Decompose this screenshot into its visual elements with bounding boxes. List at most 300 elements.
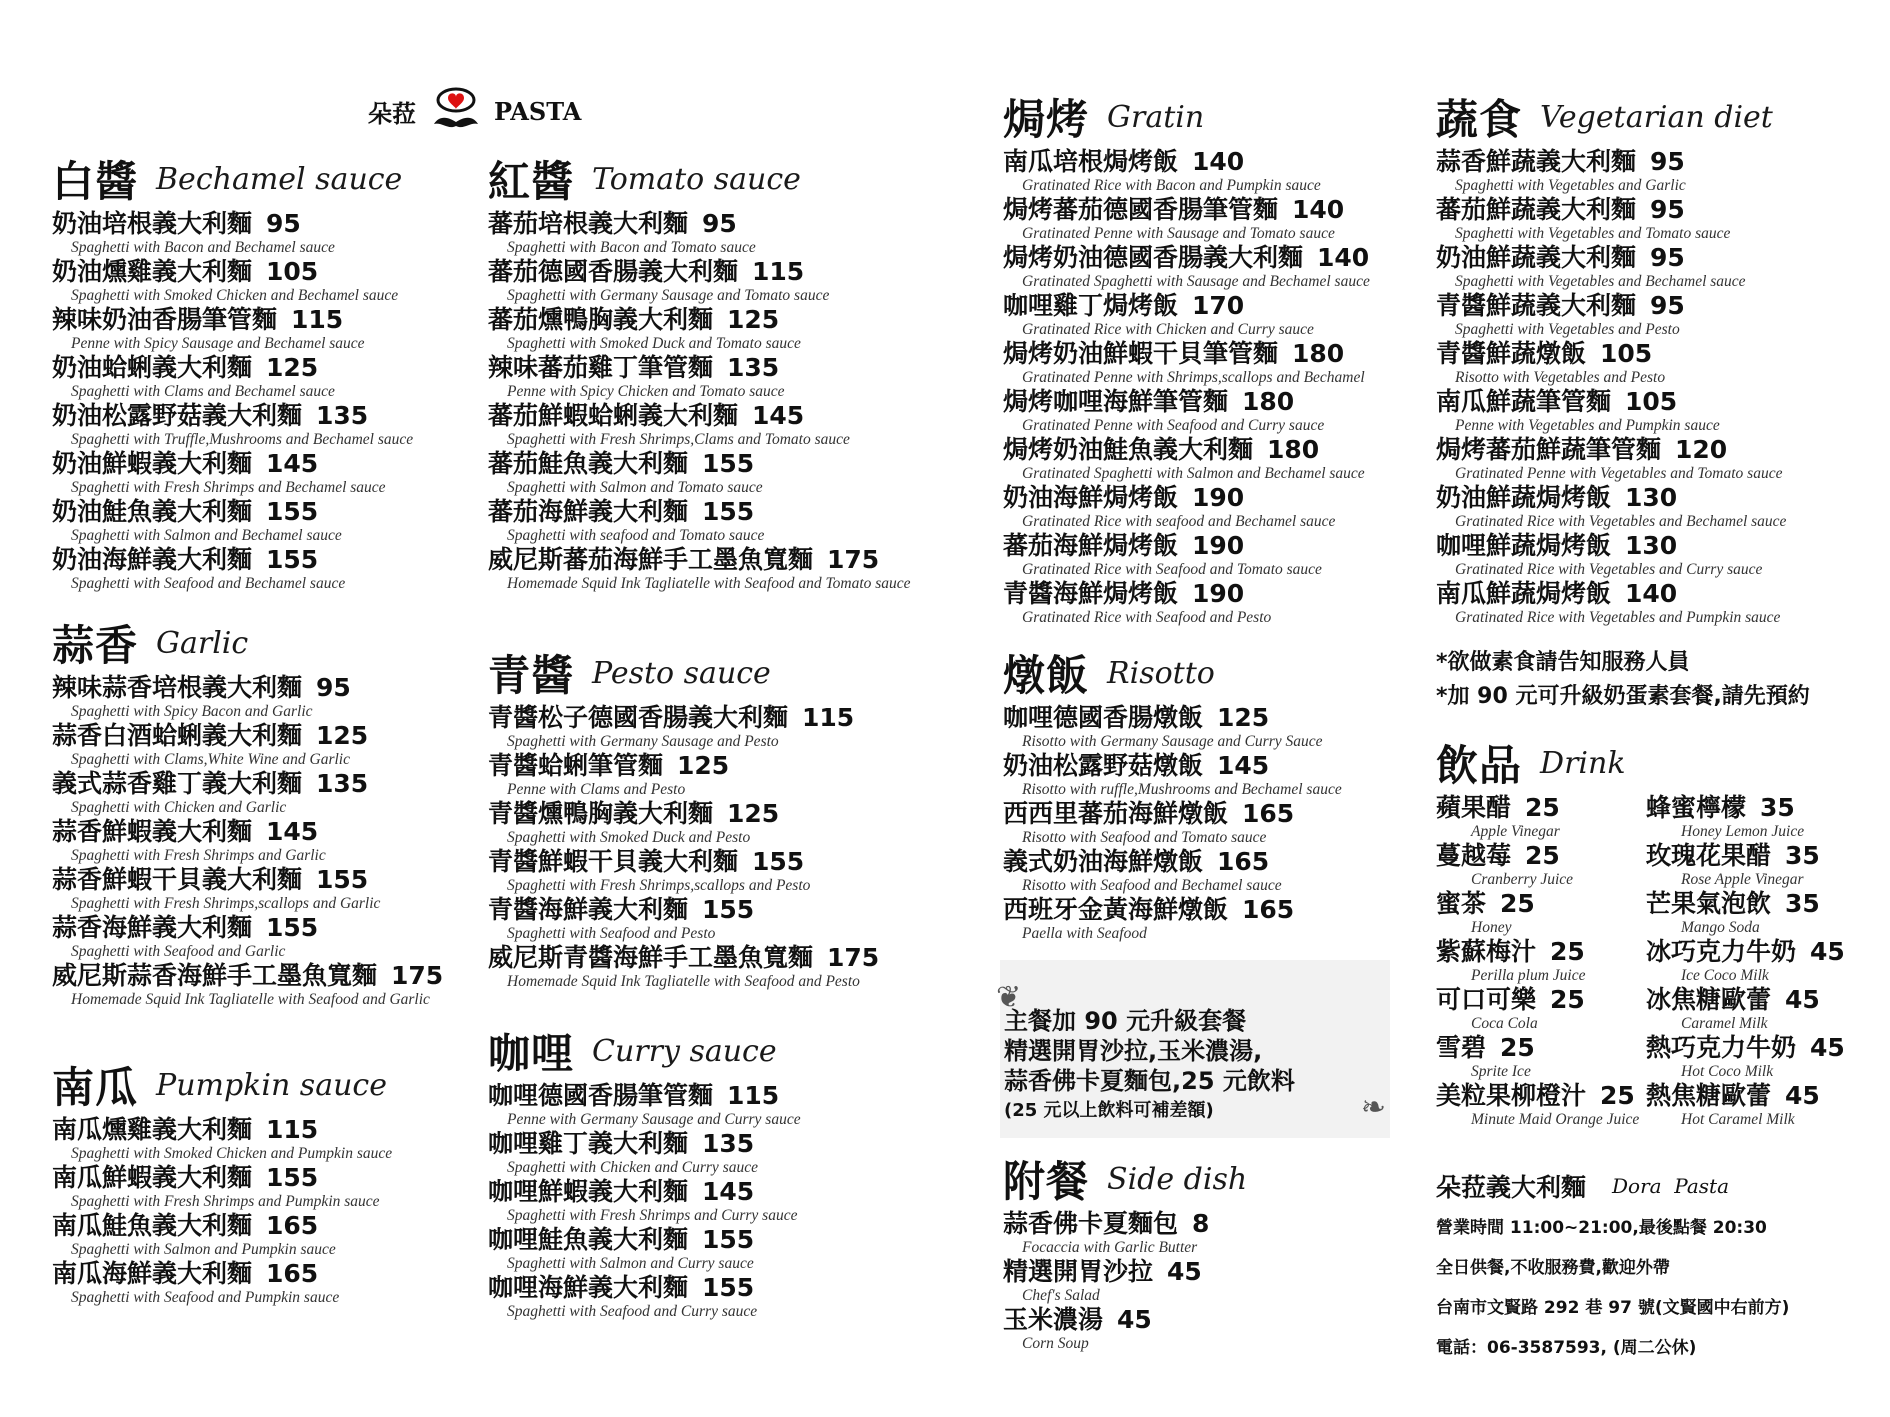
chef-mustache-icon — [426, 86, 486, 136]
logo — [368, 86, 581, 136]
dish-price: 155 — [266, 497, 319, 526]
dish-name: 焗烤蕃茄鮮蔬筆管麵 — [1436, 435, 1662, 464]
menu-item-name — [1436, 244, 1876, 272]
menu-item — [488, 306, 928, 354]
dish-price: 135 — [316, 401, 369, 430]
section-title-en: Garlic — [156, 625, 249, 661]
dish-name: 威尼斯蒜香海鮮手工墨魚寬麵 — [52, 961, 378, 990]
dish-name: 雪碧 — [1436, 1033, 1487, 1062]
dish-price: 140 — [1292, 195, 1345, 224]
menu-item — [1436, 148, 1876, 196]
section-title-en: Pesto sauce — [592, 655, 771, 691]
menu-item-name — [52, 770, 452, 798]
menu-list — [488, 210, 928, 594]
menu-item-name — [52, 1212, 452, 1240]
dish-english-name: Focaccia with Garlic Butter — [1022, 1239, 1198, 1256]
dish-price: 115 — [727, 1081, 780, 1110]
section-title-zh: 附餐 — [1003, 1157, 1090, 1206]
dish-price: 25 — [1500, 1033, 1535, 1062]
dish-name: 咖哩雞丁焗烤飯 — [1003, 291, 1179, 320]
section-title-en: Bechamel sauce — [156, 161, 403, 197]
menu-item-name — [52, 306, 452, 334]
menu-item — [1436, 196, 1876, 244]
menu-item — [488, 498, 928, 546]
menu-item-name — [52, 498, 452, 526]
dish-price: 25 — [1550, 985, 1585, 1014]
dish-english-name: Spaghetti with Fresh Shrimps,scallops and Garlic — [71, 895, 381, 912]
dish-name: 奶油松露野菇義大利麵 — [52, 401, 303, 430]
menu-item — [1436, 794, 1646, 842]
menu-item-name — [1436, 986, 1646, 1014]
dish-english-name: Spaghetti with Germany Sausage and Pesto — [507, 733, 779, 750]
menu-item-name — [1436, 794, 1646, 822]
dish-price: 115 — [802, 703, 855, 732]
dish-english-name: Mango Soda — [1681, 919, 1760, 936]
menu-item — [1003, 1210, 1423, 1258]
menu-item-name — [1436, 938, 1646, 966]
menu-item — [1003, 580, 1423, 628]
dish-price: 155 — [266, 913, 319, 942]
dish-name: 奶油鮮蔬焗烤飯 — [1436, 483, 1612, 512]
dish-price: 145 — [1217, 751, 1270, 780]
menu-item — [52, 354, 452, 402]
dish-price: 155 — [266, 545, 319, 574]
dish-english-name: Spaghetti with Fresh Shrimps,scallops and Pesto — [507, 877, 811, 894]
dish-english-name: Caramel Milk — [1681, 1015, 1768, 1032]
section-title-zh: 蔬食 — [1436, 95, 1523, 144]
dish-name: 南瓜鮮蔬焗烤飯 — [1436, 579, 1612, 608]
dish-name: 蕃茄鮭魚義大利麵 — [488, 449, 689, 478]
dish-name: 奶油培根義大利麵 — [52, 209, 253, 238]
dish-english-name: Honey — [1471, 919, 1512, 936]
menu-item — [52, 818, 452, 866]
dish-price: 45 — [1785, 1081, 1820, 1110]
menu-item — [488, 1178, 928, 1226]
menu-item — [488, 210, 928, 258]
menu-item-name — [488, 896, 928, 924]
dish-price: 165 — [1217, 847, 1270, 876]
menu-list — [488, 704, 928, 992]
dish-price: 190 — [1192, 579, 1245, 608]
section-drink — [1436, 732, 1876, 1130]
dish-price: 95 — [266, 209, 301, 238]
menu-item-name — [1003, 800, 1423, 828]
dish-english-name: Sprite Ice — [1471, 1063, 1531, 1080]
dish-name: 蔓越莓 — [1436, 841, 1512, 870]
section-title-zh: 白醬 — [52, 157, 139, 206]
dish-price: 105 — [1600, 339, 1653, 368]
dish-price: 155 — [702, 895, 755, 924]
dish-price: 45 — [1810, 937, 1845, 966]
menu-item-name — [1436, 890, 1646, 918]
dish-price: 45 — [1810, 1033, 1845, 1062]
dish-english-name: Ice Coco Milk — [1681, 967, 1769, 984]
dish-price: 135 — [727, 353, 780, 382]
menu-item-name — [1003, 532, 1423, 560]
menu-item-name — [1436, 580, 1876, 608]
menu-item-name — [1436, 1034, 1646, 1062]
dish-english-name: Hot Coco Milk — [1681, 1063, 1774, 1080]
dish-price: 140 — [1317, 243, 1370, 272]
dish-english-name: Gratinated Rice with Vegetables and Bechamel sauce — [1455, 513, 1787, 530]
dish-english-name: Gratinated Penne with Vegetables and Tomato sauce — [1455, 465, 1783, 482]
dish-name: 焗烤蕃茄德國香腸筆管麵 — [1003, 195, 1279, 224]
menu-item-name — [52, 1260, 452, 1288]
dish-price: 165 — [1242, 799, 1295, 828]
dish-english-name: Gratinated Rice with Vegetables and Curry sauce — [1455, 561, 1763, 578]
dish-name: 玉米濃湯 — [1003, 1305, 1104, 1334]
dish-price: 45 — [1117, 1305, 1152, 1334]
dish-price: 155 — [702, 449, 755, 478]
section-title-en: Risotto — [1107, 655, 1215, 691]
menu-item — [1003, 148, 1423, 196]
dish-english-name: Risotto with Germany Sausage and Curry Sauce — [1022, 733, 1323, 750]
dish-price: 145 — [702, 1177, 755, 1206]
menu-list — [52, 674, 452, 1010]
promo-line-2: 精選開胃沙拉,玉米濃湯, — [1004, 1037, 1263, 1065]
promo-line-1: 主餐加 90 元升級套餐 — [1004, 1007, 1247, 1035]
dish-price: 125 — [266, 353, 319, 382]
menu-item — [1003, 800, 1423, 848]
menu-item-name — [52, 1116, 452, 1144]
dish-price: 115 — [291, 305, 344, 334]
menu-item-name — [1436, 842, 1646, 870]
dish-english-name: Spaghetti with Spicy Bacon and Garlic — [71, 703, 313, 720]
section-header — [52, 148, 452, 210]
dish-price: 175 — [827, 943, 880, 972]
dish-name: 蒜香佛卡夏麵包 — [1003, 1209, 1179, 1238]
dish-english-name: Penne with Spicy Chicken and Tomato sauce — [507, 383, 785, 400]
menu-item-name — [488, 1178, 928, 1206]
menu-item — [1646, 938, 1856, 986]
dish-name: 蕃茄培根義大利麵 — [488, 209, 689, 238]
dish-price: 125 — [1217, 703, 1270, 732]
section-title-zh: 青醬 — [488, 651, 575, 700]
dish-price: 8 — [1192, 1209, 1210, 1238]
dish-price: 130 — [1625, 483, 1678, 512]
dish-price: 155 — [702, 1273, 755, 1302]
menu-item-name — [1646, 1082, 1856, 1110]
menu-item-name — [1003, 340, 1423, 368]
menu-item-name — [1003, 704, 1423, 732]
dish-name: 奶油燻雞義大利麵 — [52, 257, 253, 286]
menu-list — [1003, 148, 1423, 628]
dish-price: 25 — [1525, 793, 1560, 822]
menu-item-name — [1436, 148, 1876, 176]
menu-item — [1436, 292, 1876, 340]
dish-english-name: Spaghetti with Bacon and Tomato sauce — [507, 239, 756, 256]
section-tomato — [488, 148, 928, 594]
menu-item — [52, 674, 452, 722]
dish-english-name: Perilla plum Juice — [1471, 967, 1586, 984]
menu-item-name — [52, 402, 452, 430]
dish-price: 135 — [316, 769, 369, 798]
dish-price: 35 — [1785, 889, 1820, 918]
dish-name: 焗烤奶油鮭魚義大利麵 — [1003, 435, 1254, 464]
dish-english-name: Spaghetti with Smoked Chicken and Pumpkin sauce — [71, 1145, 393, 1162]
menu-item — [1003, 1306, 1423, 1354]
menu-item — [52, 1212, 452, 1260]
menu-item — [1436, 842, 1646, 890]
section-header — [1003, 1148, 1423, 1210]
dish-english-name: Spaghetti with Smoked Duck and Tomato sauce — [507, 335, 801, 352]
dish-name: 南瓜鮮蔬筆管麵 — [1436, 387, 1612, 416]
dish-english-name: Risotto with Vegetables and Pesto — [1455, 369, 1666, 386]
menu-item — [52, 1116, 452, 1164]
menu-item — [1436, 938, 1646, 986]
dish-name: 蕃茄海鮮焗烤飯 — [1003, 531, 1179, 560]
dish-english-name: Paella with Seafood — [1022, 925, 1147, 942]
menu-item-name — [488, 1274, 928, 1302]
dish-english-name: Homemade Squid Ink Tagliatelle with Seafood and Tomato sauce — [507, 575, 911, 592]
section-title-zh: 焗烤 — [1003, 95, 1090, 144]
menu-item-name — [488, 546, 928, 574]
section-pumpkin — [52, 1054, 452, 1308]
dish-name: 蕃茄鮮蝦蛤蜊義大利麵 — [488, 401, 739, 430]
dish-name: 咖哩鮮蝦義大利麵 — [488, 1177, 689, 1206]
dish-price: 125 — [727, 305, 780, 334]
dish-name: 奶油蛤蜊義大利麵 — [52, 353, 253, 382]
menu-item — [1436, 890, 1646, 938]
menu-item — [1646, 842, 1856, 890]
menu-item — [1436, 986, 1646, 1034]
phone: 電話：06-3587593, (周二公休) — [1436, 1338, 1697, 1358]
dish-name: 奶油鮮蝦義大利麵 — [52, 449, 253, 478]
menu-item — [488, 450, 928, 498]
set-meal-promo — [996, 960, 1390, 1138]
dish-name: 蒜香白酒蛤蜊義大利麵 — [52, 721, 303, 750]
menu-item-name — [488, 498, 928, 526]
section-header — [52, 1054, 452, 1116]
menu-item — [1003, 752, 1423, 800]
menu-item — [52, 1164, 452, 1212]
dish-price: 35 — [1760, 793, 1795, 822]
dish-english-name: Spaghetti with Seafood and Pumpkin sauce — [71, 1289, 340, 1306]
dish-name: 青醬海鮮焗烤飯 — [1003, 579, 1179, 608]
section-title-en: Pumpkin sauce — [156, 1067, 387, 1103]
dish-name: 熱焦糖歐蕾 — [1646, 1081, 1772, 1110]
menu-item-name — [1646, 890, 1856, 918]
menu-item-name — [488, 1130, 928, 1158]
dish-english-name: Penne with Clams and Pesto — [507, 781, 686, 798]
dish-english-name: Rose Apple Vinegar — [1681, 871, 1804, 888]
dish-english-name: Gratinated Penne with Shrimps,scallops and Bechamel — [1022, 369, 1365, 386]
dish-price: 180 — [1267, 435, 1320, 464]
dish-name: 咖哩鮮蔬焗烤飯 — [1436, 531, 1612, 560]
dish-name: 青醬燻鴨胸義大利麵 — [488, 799, 714, 828]
dish-price: 155 — [266, 1163, 319, 1192]
dish-price: 155 — [702, 1225, 755, 1254]
menu-item-name — [488, 354, 928, 382]
menu-item-name — [488, 800, 928, 828]
dish-english-name: Spaghetti with Chicken and Curry sauce — [507, 1159, 758, 1176]
menu-item — [1003, 896, 1423, 944]
menu-list — [1436, 148, 1876, 628]
menu-item — [1003, 388, 1423, 436]
dish-name: 咖哩海鮮義大利麵 — [488, 1273, 689, 1302]
menu-list — [52, 1116, 452, 1308]
dish-name: 蒜香海鮮義大利麵 — [52, 913, 253, 942]
dish-price: 25 — [1550, 937, 1585, 966]
menu-item-name — [488, 944, 928, 972]
menu-item — [1003, 292, 1423, 340]
dish-price: 165 — [266, 1211, 319, 1240]
dish-name: 冰焦糖歐蕾 — [1646, 985, 1772, 1014]
menu-item — [52, 546, 452, 594]
dish-english-name: Spaghetti with Salmon and Pumpkin sauce — [71, 1241, 336, 1258]
menu-item-name — [1003, 196, 1423, 224]
menu-item — [1646, 794, 1856, 842]
menu-item-name — [488, 752, 928, 780]
section-side-dish — [1003, 1148, 1423, 1354]
dish-name: 南瓜培根焗烤飯 — [1003, 147, 1179, 176]
dish-name: 辣味蕃茄雞丁筆管麵 — [488, 353, 714, 382]
dish-english-name: Penne with Spicy Sausage and Bechamel sauce — [71, 335, 365, 352]
section-title-zh: 飲品 — [1436, 741, 1523, 790]
menu-list — [52, 210, 452, 594]
menu-item — [52, 450, 452, 498]
dish-price: 45 — [1167, 1257, 1202, 1286]
section-title-en: Vegetarian diet — [1540, 99, 1773, 135]
menu-item-name — [488, 306, 928, 334]
address: 台南市文賢路 292 巷 97 號(文賢國中右前方) — [1436, 1298, 1790, 1318]
dish-name: 蜜茶 — [1436, 889, 1487, 918]
dish-price: 95 — [1650, 147, 1685, 176]
dish-price: 135 — [702, 1129, 755, 1158]
dish-english-name: Spaghetti with Salmon and Curry sauce — [507, 1255, 754, 1272]
dish-price: 180 — [1292, 339, 1345, 368]
menu-item — [52, 1260, 452, 1308]
menu-item — [488, 402, 928, 450]
dish-name: 辣味奶油香腸筆管麵 — [52, 305, 278, 334]
section-header — [52, 612, 452, 674]
opening-hours: 營業時間 11:00~21:00,最後點餐 20:30 — [1436, 1218, 1767, 1238]
menu-item — [1003, 848, 1423, 896]
menu-item — [1003, 1258, 1423, 1306]
section-title-en: Tomato sauce — [592, 161, 801, 197]
section-title-en: Curry sauce — [592, 1033, 777, 1069]
dish-name: 咖哩德國香腸燉飯 — [1003, 703, 1204, 732]
menu-item — [1436, 580, 1876, 628]
dish-name: 焗烤咖哩海鮮筆管麵 — [1003, 387, 1229, 416]
menu-item-name — [1436, 484, 1876, 512]
menu-item — [1646, 1082, 1856, 1130]
dish-english-name: Minute Maid Orange Juice — [1471, 1111, 1640, 1128]
dish-name: 青醬鮮蔬燉飯 — [1436, 339, 1587, 368]
menu-list — [1003, 704, 1423, 944]
dish-english-name: Spaghetti with seafood and Tomato sauce — [507, 527, 765, 544]
dish-english-name: Spaghetti with Fresh Shrimps and Pumpkin sauce — [71, 1193, 380, 1210]
dish-name: 西班牙金黃海鮮燉飯 — [1003, 895, 1229, 924]
menu-item — [1003, 436, 1423, 484]
dish-price: 145 — [752, 401, 805, 430]
dish-name: 奶油海鮮焗烤飯 — [1003, 483, 1179, 512]
menu-list — [488, 1082, 928, 1322]
section-title-zh: 咖哩 — [488, 1029, 575, 1078]
dish-name: 蕃茄德國香腸義大利麵 — [488, 257, 739, 286]
dish-english-name: Cranberry Juice — [1471, 871, 1574, 888]
menu-item — [1436, 244, 1876, 292]
dish-name: 冰巧克力牛奶 — [1646, 937, 1797, 966]
menu-item-name — [1003, 752, 1423, 780]
dish-name: 可口可樂 — [1436, 985, 1537, 1014]
dish-name: 咖哩德國香腸筆管麵 — [488, 1081, 714, 1110]
dish-name: 奶油海鮮義大利麵 — [52, 545, 253, 574]
section-curry — [488, 1020, 928, 1322]
dish-english-name: Hot Caramel Milk — [1681, 1111, 1795, 1128]
dish-english-name: Spaghetti with Salmon and Tomato sauce — [507, 479, 763, 496]
dish-english-name: Spaghetti with Smoked Duck and Pesto — [507, 829, 751, 846]
menu-item-name — [52, 722, 452, 750]
menu-item — [488, 944, 928, 992]
menu-item-name — [1646, 794, 1856, 822]
dish-english-name: Risotto with Seafood and Tomato sauce — [1022, 829, 1267, 846]
section-title-en: Side dish — [1107, 1161, 1248, 1197]
dish-name: 精選開胃沙拉 — [1003, 1257, 1154, 1286]
dish-english-name: Coca Cola — [1471, 1015, 1538, 1032]
vegetarian-note-1: *欲做素食請告知服務人員 — [1436, 650, 1690, 675]
dish-name: 紫蘇梅汁 — [1436, 937, 1537, 966]
section-header — [1436, 732, 1876, 794]
dish-name: 焗烤奶油德國香腸義大利麵 — [1003, 243, 1304, 272]
dish-english-name: Spaghetti with Seafood and Garlic — [71, 943, 286, 960]
dish-name: 焗烤奶油鮮蝦干貝筆管麵 — [1003, 339, 1279, 368]
menu-item-name — [1003, 484, 1423, 512]
menu-item-name — [488, 1226, 928, 1254]
dish-english-name: Spaghetti with Bacon and Bechamel sauce — [71, 239, 335, 256]
menu-item — [52, 914, 452, 962]
dish-name: 青醬松子德國香腸義大利麵 — [488, 703, 789, 732]
dish-name: 蒜香鮮蝦義大利麵 — [52, 817, 253, 846]
menu-item — [1646, 986, 1856, 1034]
dish-price: 175 — [391, 961, 444, 990]
dish-english-name: Gratinated Spaghetti with Sausage and Bechamel sauce — [1022, 273, 1370, 290]
section-vegetarian — [1436, 86, 1876, 714]
menu-item — [52, 402, 452, 450]
menu-item — [1436, 484, 1876, 532]
dish-english-name: Penne with Germany Sausage and Curry sauce — [507, 1111, 801, 1128]
menu-item — [1003, 704, 1423, 752]
dish-english-name: Corn Soup — [1022, 1335, 1089, 1352]
section-header — [1003, 86, 1423, 148]
logo-en: PASTA — [494, 96, 582, 126]
menu-item — [1003, 196, 1423, 244]
menu-item-name — [52, 962, 452, 990]
menu-item-name — [1003, 292, 1423, 320]
dish-english-name: Spaghetti with Fresh Shrimps and Garlic — [71, 847, 326, 864]
dish-english-name: Homemade Squid Ink Tagliatelle with Seafood and Pesto — [507, 973, 860, 990]
menu-item — [1436, 1034, 1646, 1082]
dish-price: 145 — [266, 817, 319, 846]
menu-item — [1436, 1082, 1646, 1130]
dish-english-name: Chef's Salad — [1022, 1287, 1100, 1304]
dish-price: 25 — [1600, 1081, 1635, 1110]
dish-price: 145 — [266, 449, 319, 478]
dish-name: 咖哩雞丁義大利麵 — [488, 1129, 689, 1158]
dish-price: 180 — [1242, 387, 1295, 416]
dish-name: 南瓜鮭魚義大利麵 — [52, 1211, 253, 1240]
dish-name: 威尼斯青醬海鮮手工墨魚寬麵 — [488, 943, 814, 972]
menu-item-name — [1003, 388, 1423, 416]
section-risotto — [1003, 642, 1423, 944]
menu-item-name — [52, 866, 452, 894]
dish-english-name: Spaghetti with Vegetables and Pesto — [1455, 321, 1680, 338]
ornament-swirl-icon: ❦ — [996, 980, 1022, 1015]
dish-english-name: Gratinated Rice with seafood and Bechamel sauce — [1022, 513, 1336, 530]
promo-note: (25 元以上飲料可補差額) — [1004, 1100, 1214, 1121]
dish-english-name: Spaghetti with Fresh Shrimps and Bechamel sauce — [71, 479, 386, 496]
dish-english-name: Spaghetti with Vegetables and Garlic — [1455, 177, 1686, 194]
